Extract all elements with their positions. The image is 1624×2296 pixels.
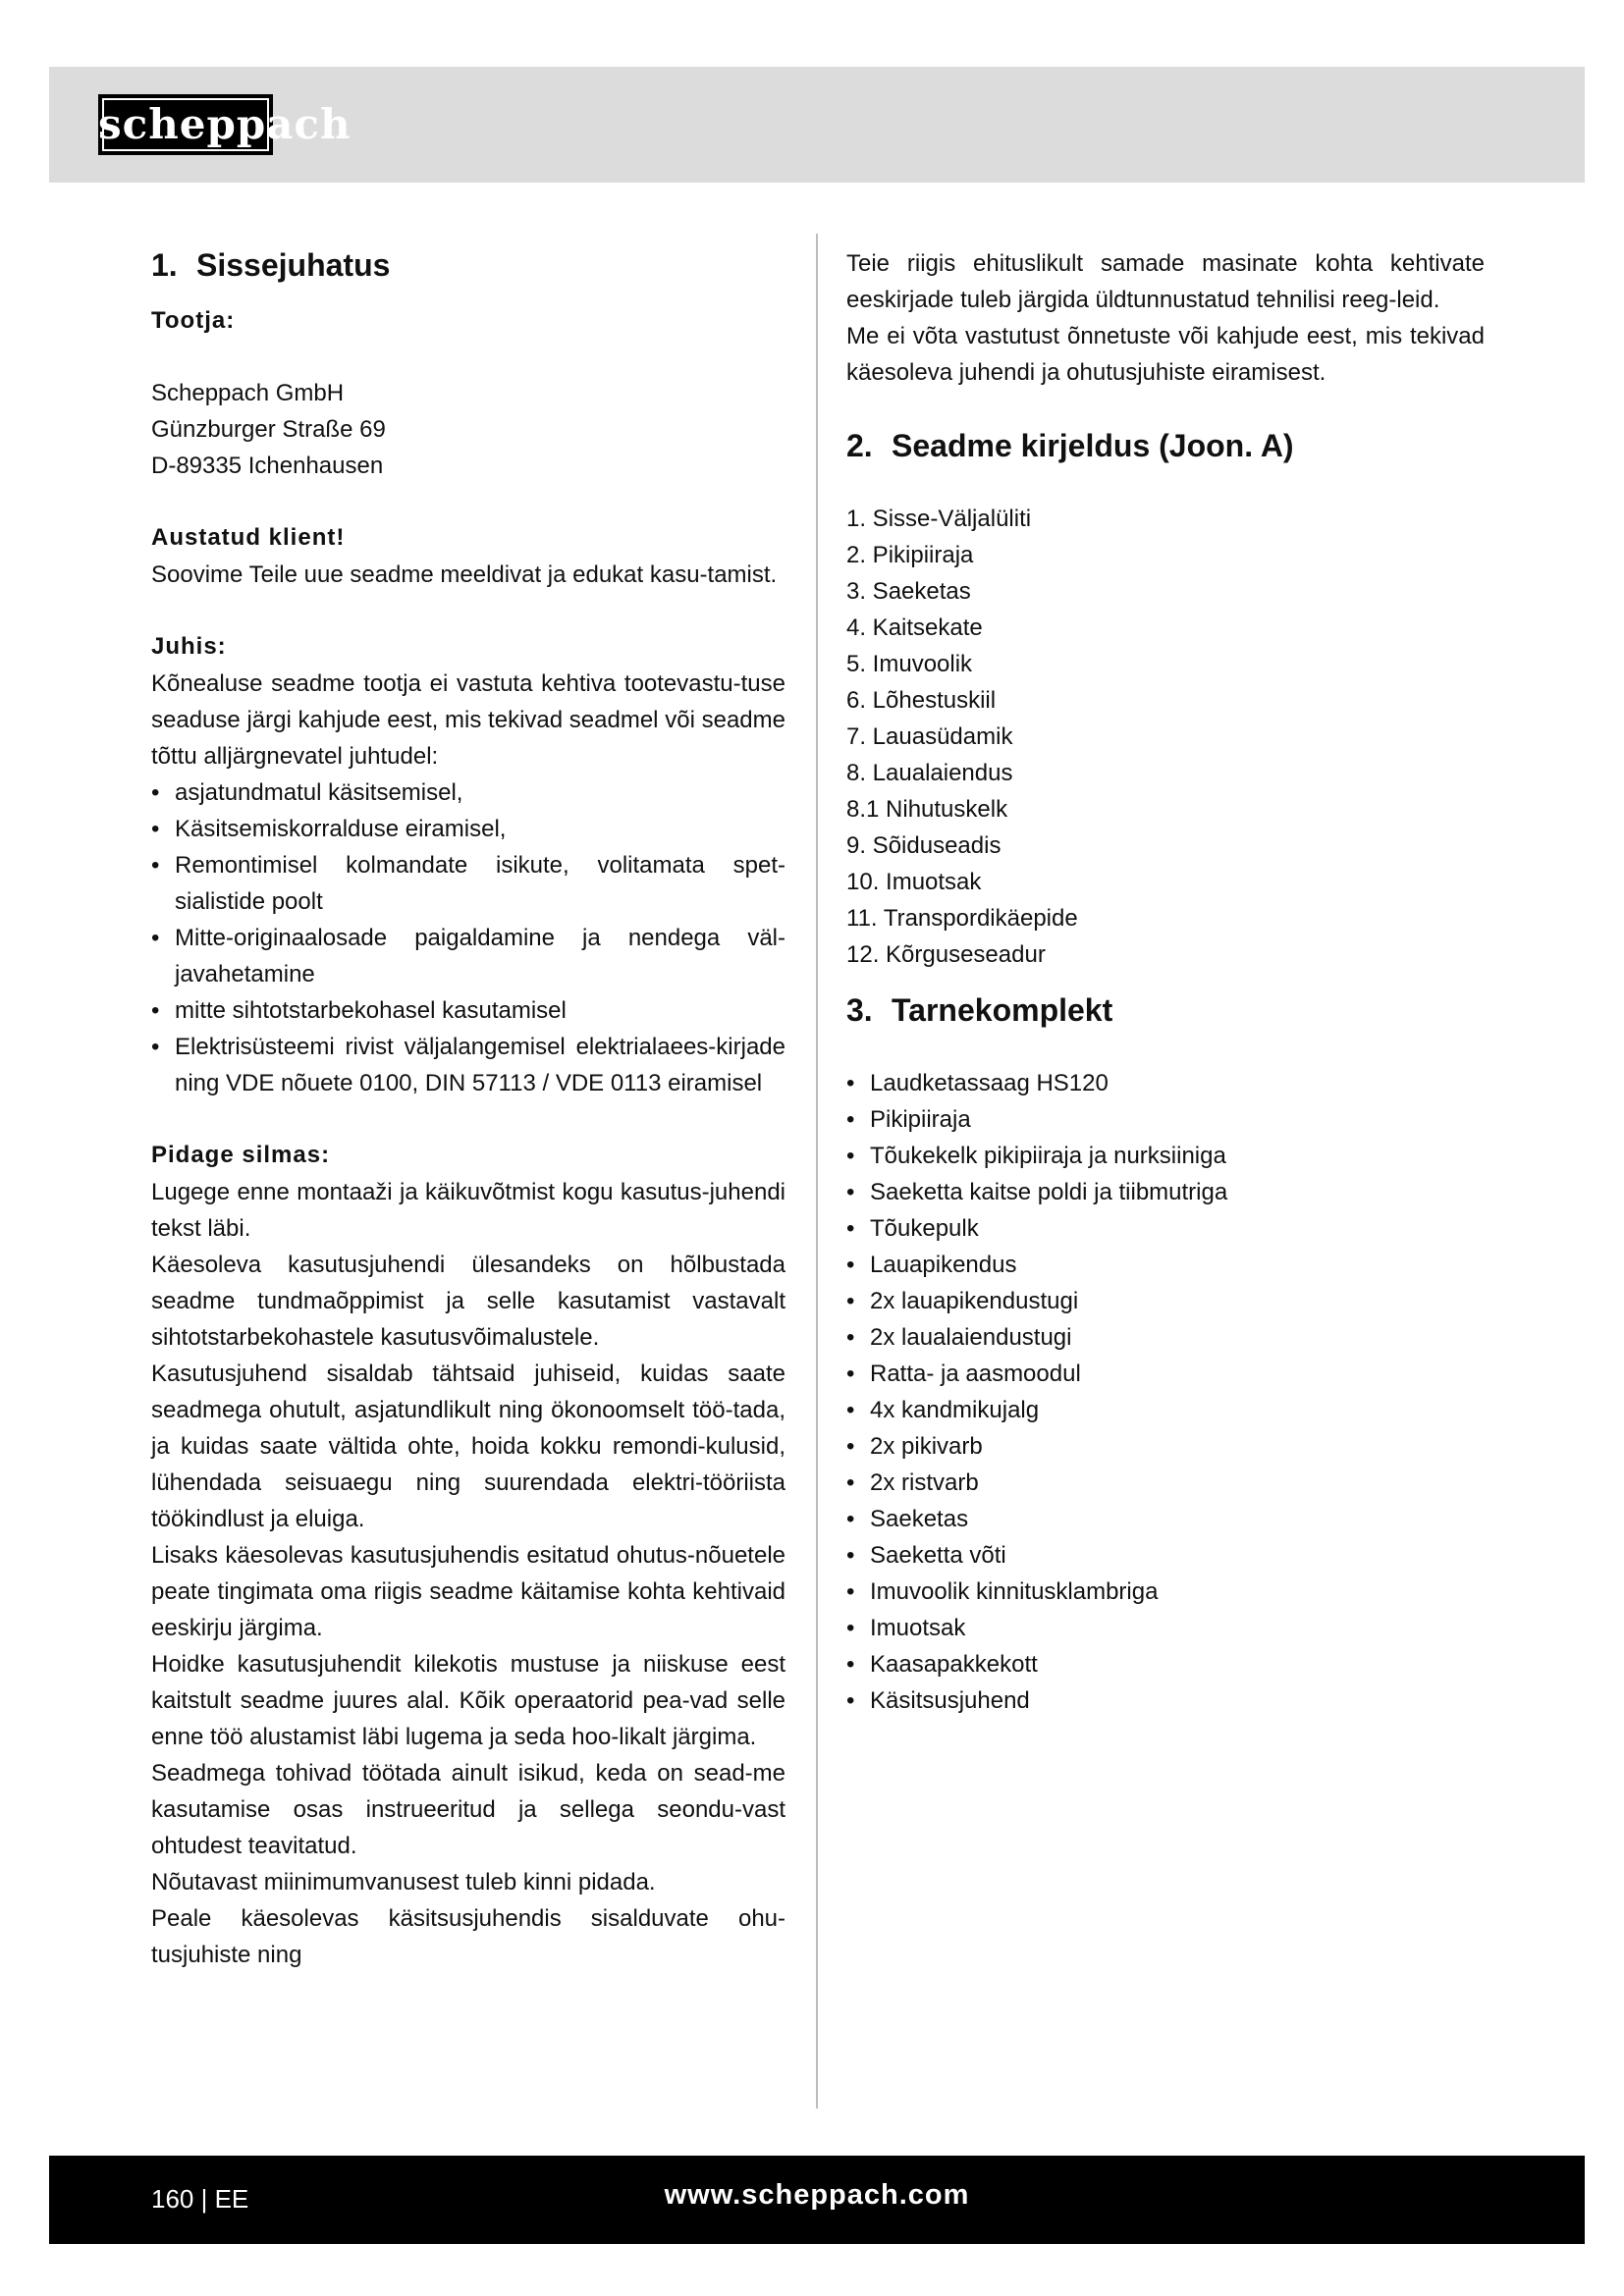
paragraph: Lisaks käesolevas kasutusjuhendis esitatud ohutus-nõuetele peate tingimata oma riigis seadme käitamise kohta kehtivaid eeskirju järgima. bbox=[151, 1542, 785, 1641]
note-label: Juhis: bbox=[151, 633, 227, 660]
scheppach-logo: scheppach bbox=[98, 94, 273, 155]
list-item: • 2x lauapikendustugi bbox=[846, 1288, 1079, 1314]
note-list bbox=[151, 774, 785, 1101]
paragraph: Me ei võta vastutust õnnetuste või kahjude eest, mis tekivad käesoleva juhendi ja ohutusjuhiste eiramisest. bbox=[846, 323, 1485, 386]
paragraph: Lugege enne montaaži ja käikuvõtmist kogu kasutus-juhendi tekst läbi. bbox=[151, 1179, 785, 1242]
list-item: • Lauapikendus bbox=[846, 1252, 1017, 1278]
paragraph: Käesoleva kasutusjuhendi ülesandeks on hõlbustada seadme tundmaõppimist ja selle kasutamist vastavalt sihtotstarbekohastele kasutusvõimalustele. bbox=[151, 1252, 785, 1351]
list-item: • Käsitsusjuhend bbox=[846, 1687, 1030, 1714]
list-item: • Saeketta võti bbox=[846, 1542, 1006, 1569]
device-parts-list bbox=[846, 501, 1485, 973]
list-item: 3. Saeketas bbox=[846, 578, 971, 605]
list-item: 5. Imuvoolik bbox=[846, 651, 973, 677]
list-item: • Imuvoolik kinnitusklambriga bbox=[846, 1578, 1159, 1605]
list-item: • Laudketassaag HS120 bbox=[846, 1070, 1109, 1096]
delivery-list bbox=[846, 1065, 1485, 1719]
list-item: • 2x laualaiendustugi bbox=[846, 1324, 1072, 1351]
paragraph: Nõutavast miinimumvanusest tuleb kinni pidada. bbox=[151, 1869, 656, 1896]
list-item: • 2x ristvarb bbox=[846, 1469, 979, 1496]
list-item: • Remontimisel kolmandate isikute, volitamata spet-sialistide poolt bbox=[151, 852, 785, 915]
list-item: • Tõukekelk pikipiiraja ja nurksiiniga bbox=[846, 1143, 1226, 1169]
list-item: 6. Lõhestuskiil bbox=[846, 687, 997, 714]
column-divider bbox=[816, 234, 818, 2109]
paragraph: Seadmega tohivad töötada ainult isikud, keda on sead-me kasutamise osas instrueeritud ja sellega seondu-vast ohtudest teavitatud. bbox=[151, 1760, 785, 1859]
greeting-label: Austatud klient! bbox=[151, 524, 346, 551]
list-item: • asjatundmatul käsitsemisel, bbox=[151, 779, 463, 806]
list-item: 11. Transpordikäepide bbox=[846, 905, 1078, 932]
list-item: • Tõukepulk bbox=[846, 1215, 979, 1242]
list-item: • Mitte-originaalosade paigaldamine ja nendega väl-javahetamine bbox=[151, 925, 785, 988]
list-item: • Elektrisüsteemi rivist väljalangemisel elektrialaees-kirjade ning VDE nõuete 0100, DIN 57113 / VDE 0113 eiramisel bbox=[151, 1034, 785, 1096]
section-2-heading: 2. Seadme kirjeldus (Joon. A) bbox=[846, 428, 1294, 463]
list-item: 2. Pikipiiraja bbox=[846, 542, 974, 568]
list-item: • Pikipiiraja bbox=[846, 1106, 971, 1133]
list-item: 10. Imuotsak bbox=[846, 869, 982, 895]
right-column bbox=[846, 245, 1485, 1719]
list-item: 12. Kõrguseseadur bbox=[846, 941, 1046, 968]
list-item: 4. Kaitsekate bbox=[846, 614, 983, 641]
greeting-text: Soovime Teile uue seadme meeldivat ja edukat kasu-tamist. bbox=[151, 561, 778, 588]
list-item: 8.1 Nihutuskelk bbox=[846, 796, 1008, 823]
list-item: • Kaasapakkekott bbox=[846, 1651, 1038, 1678]
website-link[interactable]: www.scheppach.com bbox=[664, 2179, 970, 2211]
header-band bbox=[49, 67, 1585, 183]
list-item: 9. Sõiduseadis bbox=[846, 832, 1001, 859]
manufacturer-address: Scheppach GmbH Günzburger Straße 69 D-89335 Ichenhausen bbox=[151, 380, 386, 479]
list-item: 1. Sisse-Väljalüliti bbox=[846, 506, 1032, 532]
remember-label: Pidage silmas: bbox=[151, 1142, 331, 1168]
list-item: • Ratta- ja aasmoodul bbox=[846, 1361, 1081, 1387]
list-item: • Käsitsemiskorralduse eiramisel, bbox=[151, 816, 507, 842]
list-item: • mitte sihtotstarbekohasel kasutamisel bbox=[151, 997, 567, 1024]
page-number: 160 | EE bbox=[151, 2184, 249, 2214]
list-item: • Saeketta kaitse poldi ja tiibmutriga bbox=[846, 1179, 1228, 1205]
section-1-heading: 1. Sissejuhatus bbox=[151, 247, 391, 283]
list-item: 8. Laualaiendus bbox=[846, 760, 1013, 786]
list-item: 7. Lauasüdamik bbox=[846, 723, 1013, 750]
list-item: • Imuotsak bbox=[846, 1615, 966, 1641]
left-column bbox=[151, 245, 785, 1973]
manufacturer-label: Tootja: bbox=[151, 307, 236, 334]
list-item: • Saeketas bbox=[846, 1506, 969, 1532]
note-text: Kõnealuse seadme tootja ei vastuta kehtiva tootevastu-tuse seaduse järgi kahjude eest, mis tekivad seadmel või seadme tõttu alljärgnevatel juhtudel: bbox=[151, 670, 785, 770]
footer-bar bbox=[49, 2156, 1585, 2244]
list-item: • 2x pikivarb bbox=[846, 1433, 983, 1460]
paragraph: Peale käesolevas käsitsusjuhendis sisalduvate ohu-tusjuhiste ning bbox=[151, 1905, 785, 1968]
paragraph: Kasutusjuhend sisaldab tähtsaid juhiseid, kuidas saate seadmega ohutult, asjatundlikult ning ökonoomselt töö-tada, ja kuidas saate vältida ohte, hoida kokku remondi-kulusid, lühendada seisuaegu ning suurendada elektri-tööriista töökindlust ja eluiga. bbox=[151, 1361, 785, 1532]
paragraph: Hoidke kasutusjuhendit kilekotis mustuse ja niiskuse eest kaitstult seadme juures alal. Kõik operaatorid pea-vad selle enne töö alustamist läbi lugema ja seda hoo-likalt järgima. bbox=[151, 1651, 785, 1750]
list-item: • 4x kandmikujalg bbox=[846, 1397, 1040, 1423]
section-3-heading: 3. Tarnekomplekt bbox=[846, 992, 1113, 1028]
paragraph: Teie riigis ehituslikult samade masinate kohta kehtivate eeskirjade tuleb järgida üldtunnustatud tehnilisi reeg-leid. bbox=[846, 250, 1485, 313]
